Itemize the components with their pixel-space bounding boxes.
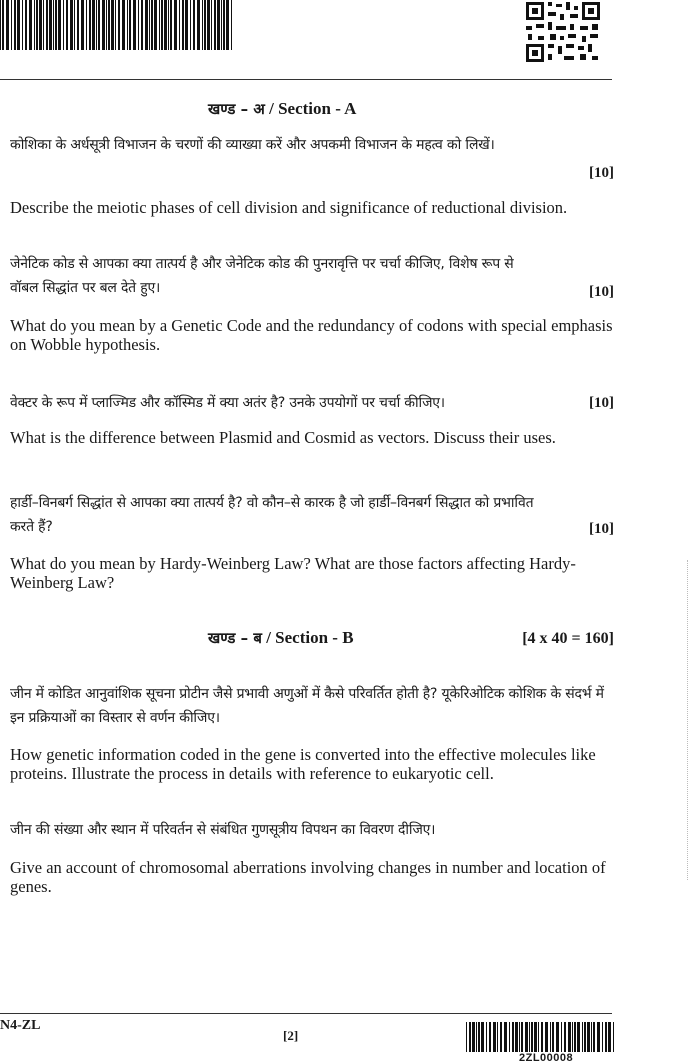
question-3-hindi: वेक्टर के रूप में प्लाज्मिड और कॉस्मिड में क्या अतंर है? उनके उपयोगों पर चर्चा कीजिए।: [10, 395, 445, 411]
barcode-bar: [608, 1022, 611, 1052]
section-b-english: Section - B: [275, 628, 354, 647]
barcode-bar: [154, 0, 157, 50]
question-6-hindi: जीन की संख्या और स्थान में परिवर्तन से संबंधित गुणसूत्रीय विपथन का विवरण दीजिए।: [10, 822, 436, 838]
barcode-bar: [211, 0, 212, 50]
barcode-bar: [509, 1022, 510, 1052]
barcode-bar: [108, 0, 110, 50]
barcode-bar: [164, 0, 167, 50]
question-2-marks: [10]: [589, 284, 614, 300]
footer-code: N4-ZL: [0, 1018, 41, 1033]
header-barcode: [0, 0, 236, 50]
header-rule: [0, 79, 612, 80]
barcode-bar: [36, 0, 38, 50]
margin-dots: [686, 560, 688, 880]
barcode-bar: [133, 0, 136, 50]
barcode-bar: [102, 0, 105, 50]
barcode-bar: [34, 0, 35, 50]
section-a-hindi: खण्ड – अ: [208, 100, 265, 118]
barcode-bar: [6, 0, 9, 50]
barcode-bar: [170, 0, 172, 50]
barcode-bar: [561, 1022, 562, 1052]
barcode-bar: [39, 0, 42, 50]
question-4-marks: [10]: [589, 521, 614, 537]
barcode-bar: [587, 1022, 590, 1052]
barcode-bar: [223, 0, 225, 50]
barcode-bar: [481, 1022, 484, 1052]
barcode-bar: [17, 0, 20, 50]
barcode-bar: [538, 1022, 539, 1052]
barcode-bar: [141, 0, 143, 50]
barcode-bar: [106, 0, 107, 50]
barcode-bar: [202, 0, 203, 50]
section-b-separator: /: [266, 628, 271, 647]
barcode-bar: [2, 0, 4, 50]
barcode-bar: [25, 0, 27, 50]
barcode-bar: [11, 0, 12, 50]
barcode-bar: [550, 1022, 551, 1052]
barcode-bar: [98, 0, 100, 50]
barcode-bar: [466, 1022, 467, 1052]
barcode-bar: [584, 1022, 586, 1052]
section-a-heading: [208, 99, 356, 119]
question-6-english: Give an account of chromosomal aberrations involving changes in number and location of genes.: [10, 858, 606, 896]
barcode-bar: [74, 0, 75, 50]
barcode-bar: [185, 0, 188, 50]
barcode-bar: [568, 1022, 571, 1052]
barcode-bar: [207, 0, 210, 50]
barcode-bar: [66, 0, 68, 50]
barcode-bar: [519, 1022, 520, 1052]
barcode-bar: [602, 1022, 603, 1052]
barcode-bar: [497, 1022, 498, 1052]
question-1-marks: [10]: [589, 165, 614, 181]
barcode-bar: [564, 1022, 566, 1052]
section-a-english: Section - A: [278, 99, 357, 118]
question-5-english: How genetic information coded in the gene is converted into the effective molecules like proteins. Illustrate the process in details with reference to eukaryotic cell.: [10, 745, 596, 783]
barcode-bar: [512, 1022, 514, 1052]
barcode-bar: [231, 0, 232, 50]
barcode-bar: [500, 1022, 502, 1052]
barcode-bar: [534, 1022, 537, 1052]
barcode-bar: [96, 0, 97, 50]
barcode-bar: [593, 1022, 595, 1052]
barcode-bar: [193, 0, 195, 50]
barcode-bar: [556, 1022, 559, 1052]
barcode-bar: [43, 0, 44, 50]
barcode-bar: [214, 0, 216, 50]
barcode-bar: [29, 0, 32, 50]
barcode-bar: [515, 1022, 518, 1052]
barcode-bar: [159, 0, 160, 50]
question-2-english: What do you mean by a Genetic Code and the redundancy of codons with special emphasis on Wobble hypothesis.: [10, 316, 613, 354]
section-a-separator: /: [269, 99, 274, 118]
barcode-bar: [552, 1022, 554, 1052]
barcode-bar: [151, 0, 153, 50]
barcode-bar: [179, 0, 180, 50]
barcode-bar: [504, 1022, 507, 1052]
barcode-bar: [226, 0, 229, 50]
barcode-bar: [58, 0, 61, 50]
barcode-bar: [493, 1022, 496, 1052]
barcode-bar: [469, 1022, 471, 1052]
barcode-bar: [149, 0, 150, 50]
barcode-bar: [0, 0, 1, 50]
barcode-bar: [49, 0, 52, 50]
barcode-bar: [81, 0, 84, 50]
barcode-bar: [525, 1022, 528, 1052]
barcode-bar: [118, 0, 120, 50]
barcode-bar: [86, 0, 87, 50]
barcode-bar: [472, 1022, 475, 1052]
barcode-bar: [190, 0, 191, 50]
footer-barcode-number: 2ZL00008: [519, 1052, 574, 1064]
question-4-english: What do you mean by Hardy-Weinberg Law? What are those factors affecting Hardy-Weinberg Law?: [10, 554, 576, 592]
barcode-bar: [476, 1022, 477, 1052]
question-3-english: What is the difference between Plasmid and Cosmid as vectors. Discuss their uses.: [10, 428, 556, 447]
section-b-heading: [208, 628, 354, 648]
barcode-bar: [489, 1022, 491, 1052]
barcode-bar: [77, 0, 79, 50]
barcode-bar: [529, 1022, 530, 1052]
barcode-bar: [574, 1022, 576, 1052]
barcode-bar: [138, 0, 139, 50]
footer-barcode: [466, 1022, 618, 1052]
barcode-bar: [572, 1022, 573, 1052]
barcode-bar: [161, 0, 163, 50]
barcode-bar: [221, 0, 222, 50]
barcode-bar: [197, 0, 200, 50]
barcode-bar: [182, 0, 184, 50]
barcode-bar: [613, 1022, 614, 1052]
barcode-bar: [597, 1022, 600, 1052]
question-3-marks: [10]: [589, 395, 614, 411]
barcode-bar: [115, 0, 116, 50]
barcode-bar: [129, 0, 131, 50]
barcode-bar: [204, 0, 206, 50]
question-2-hindi: जेनेटिक कोड से आपका क्या तात्पर्य है और जेनेटिक कोड की पुनरावृत्ति पर चर्चा कीजिए, विशेष रूप से वॉबल सिद्धांत पर बल देते हुए।: [10, 256, 514, 296]
page-number: [2]: [283, 1028, 299, 1043]
barcode-bar: [92, 0, 95, 50]
barcode-bar: [168, 0, 169, 50]
section-b-marks: [4 x 40 = 160]: [522, 630, 614, 647]
question-1-hindi: कोशिका के अर्धसूत्री विभाजन के चरणों की व्याख्या करें और अपकमी विभाजन के महत्व को लिखें।: [10, 137, 495, 153]
barcode-bar: [605, 1022, 607, 1052]
barcode-bar: [577, 1022, 580, 1052]
barcode-bar: [521, 1022, 523, 1052]
barcode-bar: [55, 0, 57, 50]
question-5-hindi: जीन में कोडित आनुवांशिक सूचना प्रोटीन जैसे प्रभावी अणुओं में कैसे परिवर्तित होती है? यूकेरिओटिक कोशिक के संदर्भ में इन प्रक्रियाओं का विस्तार से वर्णन कीजिए।: [10, 686, 604, 726]
barcode-bar: [545, 1022, 548, 1052]
question-4-hindi: हार्डी–विनबर्ग सिद्धांत से आपका क्या तात्पर्य है? वो कौन–से कारक है जो हार्डी–विनबर्ग सिद्धात को प्रभावित करते हैं?: [10, 495, 534, 535]
barcode-bar: [127, 0, 128, 50]
barcode-bar: [14, 0, 16, 50]
barcode-bar: [541, 1022, 543, 1052]
barcode-bar: [63, 0, 64, 50]
barcode-bar: [89, 0, 91, 50]
barcode-bar: [111, 0, 114, 50]
barcode-bar: [46, 0, 48, 50]
barcode-bar: [122, 0, 125, 50]
barcode-bar: [174, 0, 177, 50]
footer-rule: [0, 1013, 612, 1014]
section-b-hindi: खण्ड – ब: [208, 629, 262, 647]
barcode-bar: [531, 1022, 533, 1052]
barcode-bar: [478, 1022, 480, 1052]
barcode-bar: [486, 1022, 487, 1052]
barcode-bar: [591, 1022, 592, 1052]
barcode-bar: [217, 0, 220, 50]
barcode-bar: [22, 0, 23, 50]
barcode-bar: [145, 0, 148, 50]
barcode-bar: [582, 1022, 583, 1052]
question-1-english: Describe the meiotic phases of cell division and significance of reductional division.: [10, 198, 568, 217]
qr-code: [524, 0, 602, 66]
barcode-bar: [53, 0, 54, 50]
barcode-bar: [70, 0, 73, 50]
